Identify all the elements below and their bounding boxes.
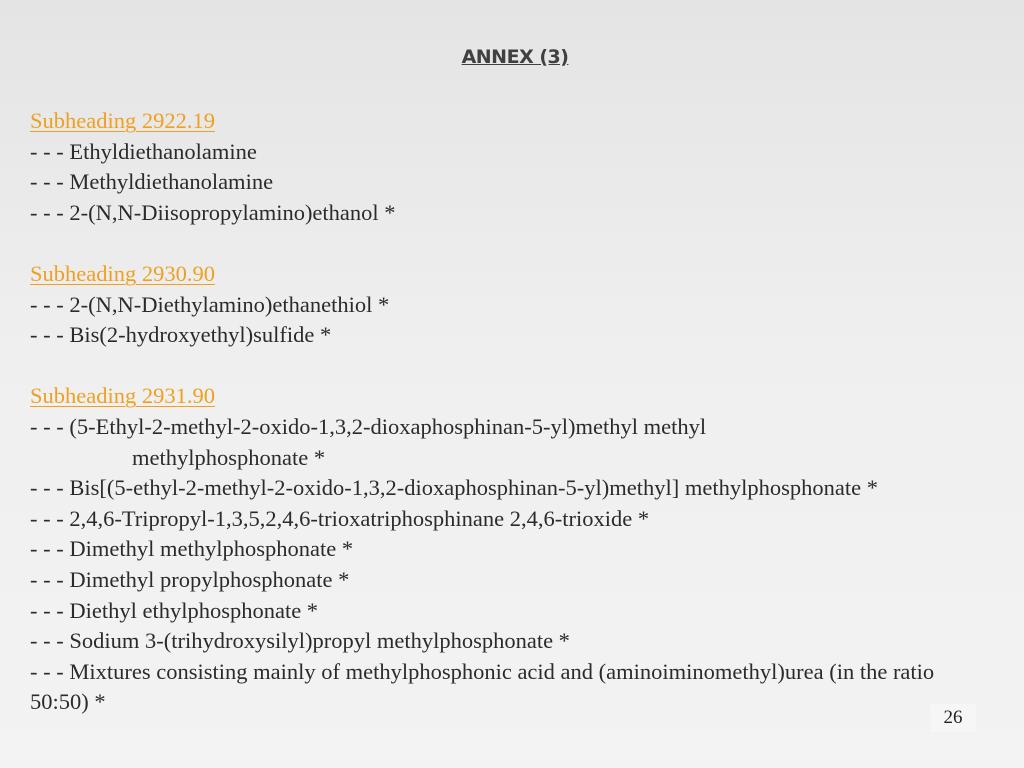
subheading-2930-90[interactable]: Subheading 2930.90 <box>30 260 215 286</box>
list-item: - - - Dimethyl methylphosphonate * <box>30 536 354 562</box>
list-item: - - - Mixtures consisting mainly of methylphosphonic acid and (aminoiminomethyl)urea (in the ratio 50:50) * <box>30 658 935 715</box>
list-item: - - - 2-(N,N-Diethylamino)ethanethiol * <box>30 291 390 317</box>
annex-content <box>30 106 1010 718</box>
page-title: ANNEX (3) <box>461 46 569 68</box>
list-item: - - - 2,4,6-Tripropyl-1,3,5,2,4,6-trioxatriphosphinane 2,4,6-trioxide * <box>30 505 650 531</box>
list-item: - - - Sodium 3-(trihydroxysilyl)propyl methylphosphonate * <box>30 628 570 654</box>
list-item: - - - Bis(2-hydroxyethyl)sulfide * <box>30 322 332 348</box>
list-item: - - - (5-Ethyl-2-methyl-2-oxido-1,3,2-dioxaphosphinan-5-yl)methyl methyl <box>30 413 707 439</box>
page-number: 26 <box>930 704 976 732</box>
spacer <box>30 228 1010 259</box>
list-item: - - - Diethyl ethylphosphonate * <box>30 597 319 623</box>
list-item-continuation: methylphosphonate * <box>132 444 326 470</box>
list-item: - - - Methyldiethanolamine <box>30 169 274 195</box>
list-item: - - - Dimethyl propylphosphonate * <box>30 566 350 592</box>
spacer <box>30 351 1010 382</box>
subheading-2922-19[interactable]: Subheading 2922.19 <box>30 108 215 133</box>
list-item: - - - 2-(N,N-Diisopropylamino)ethanol * <box>30 199 396 225</box>
list-item: - - - Ethyldiethanolamine <box>30 138 257 164</box>
subheading-2931-90[interactable]: Subheading 2931.90 <box>30 383 215 409</box>
list-item: - - - Bis[(5-ethyl-2-methyl-2-oxido-1,3,2-dioxaphosphinan-5-yl)methyl] methylphosphonate * <box>30 475 878 501</box>
